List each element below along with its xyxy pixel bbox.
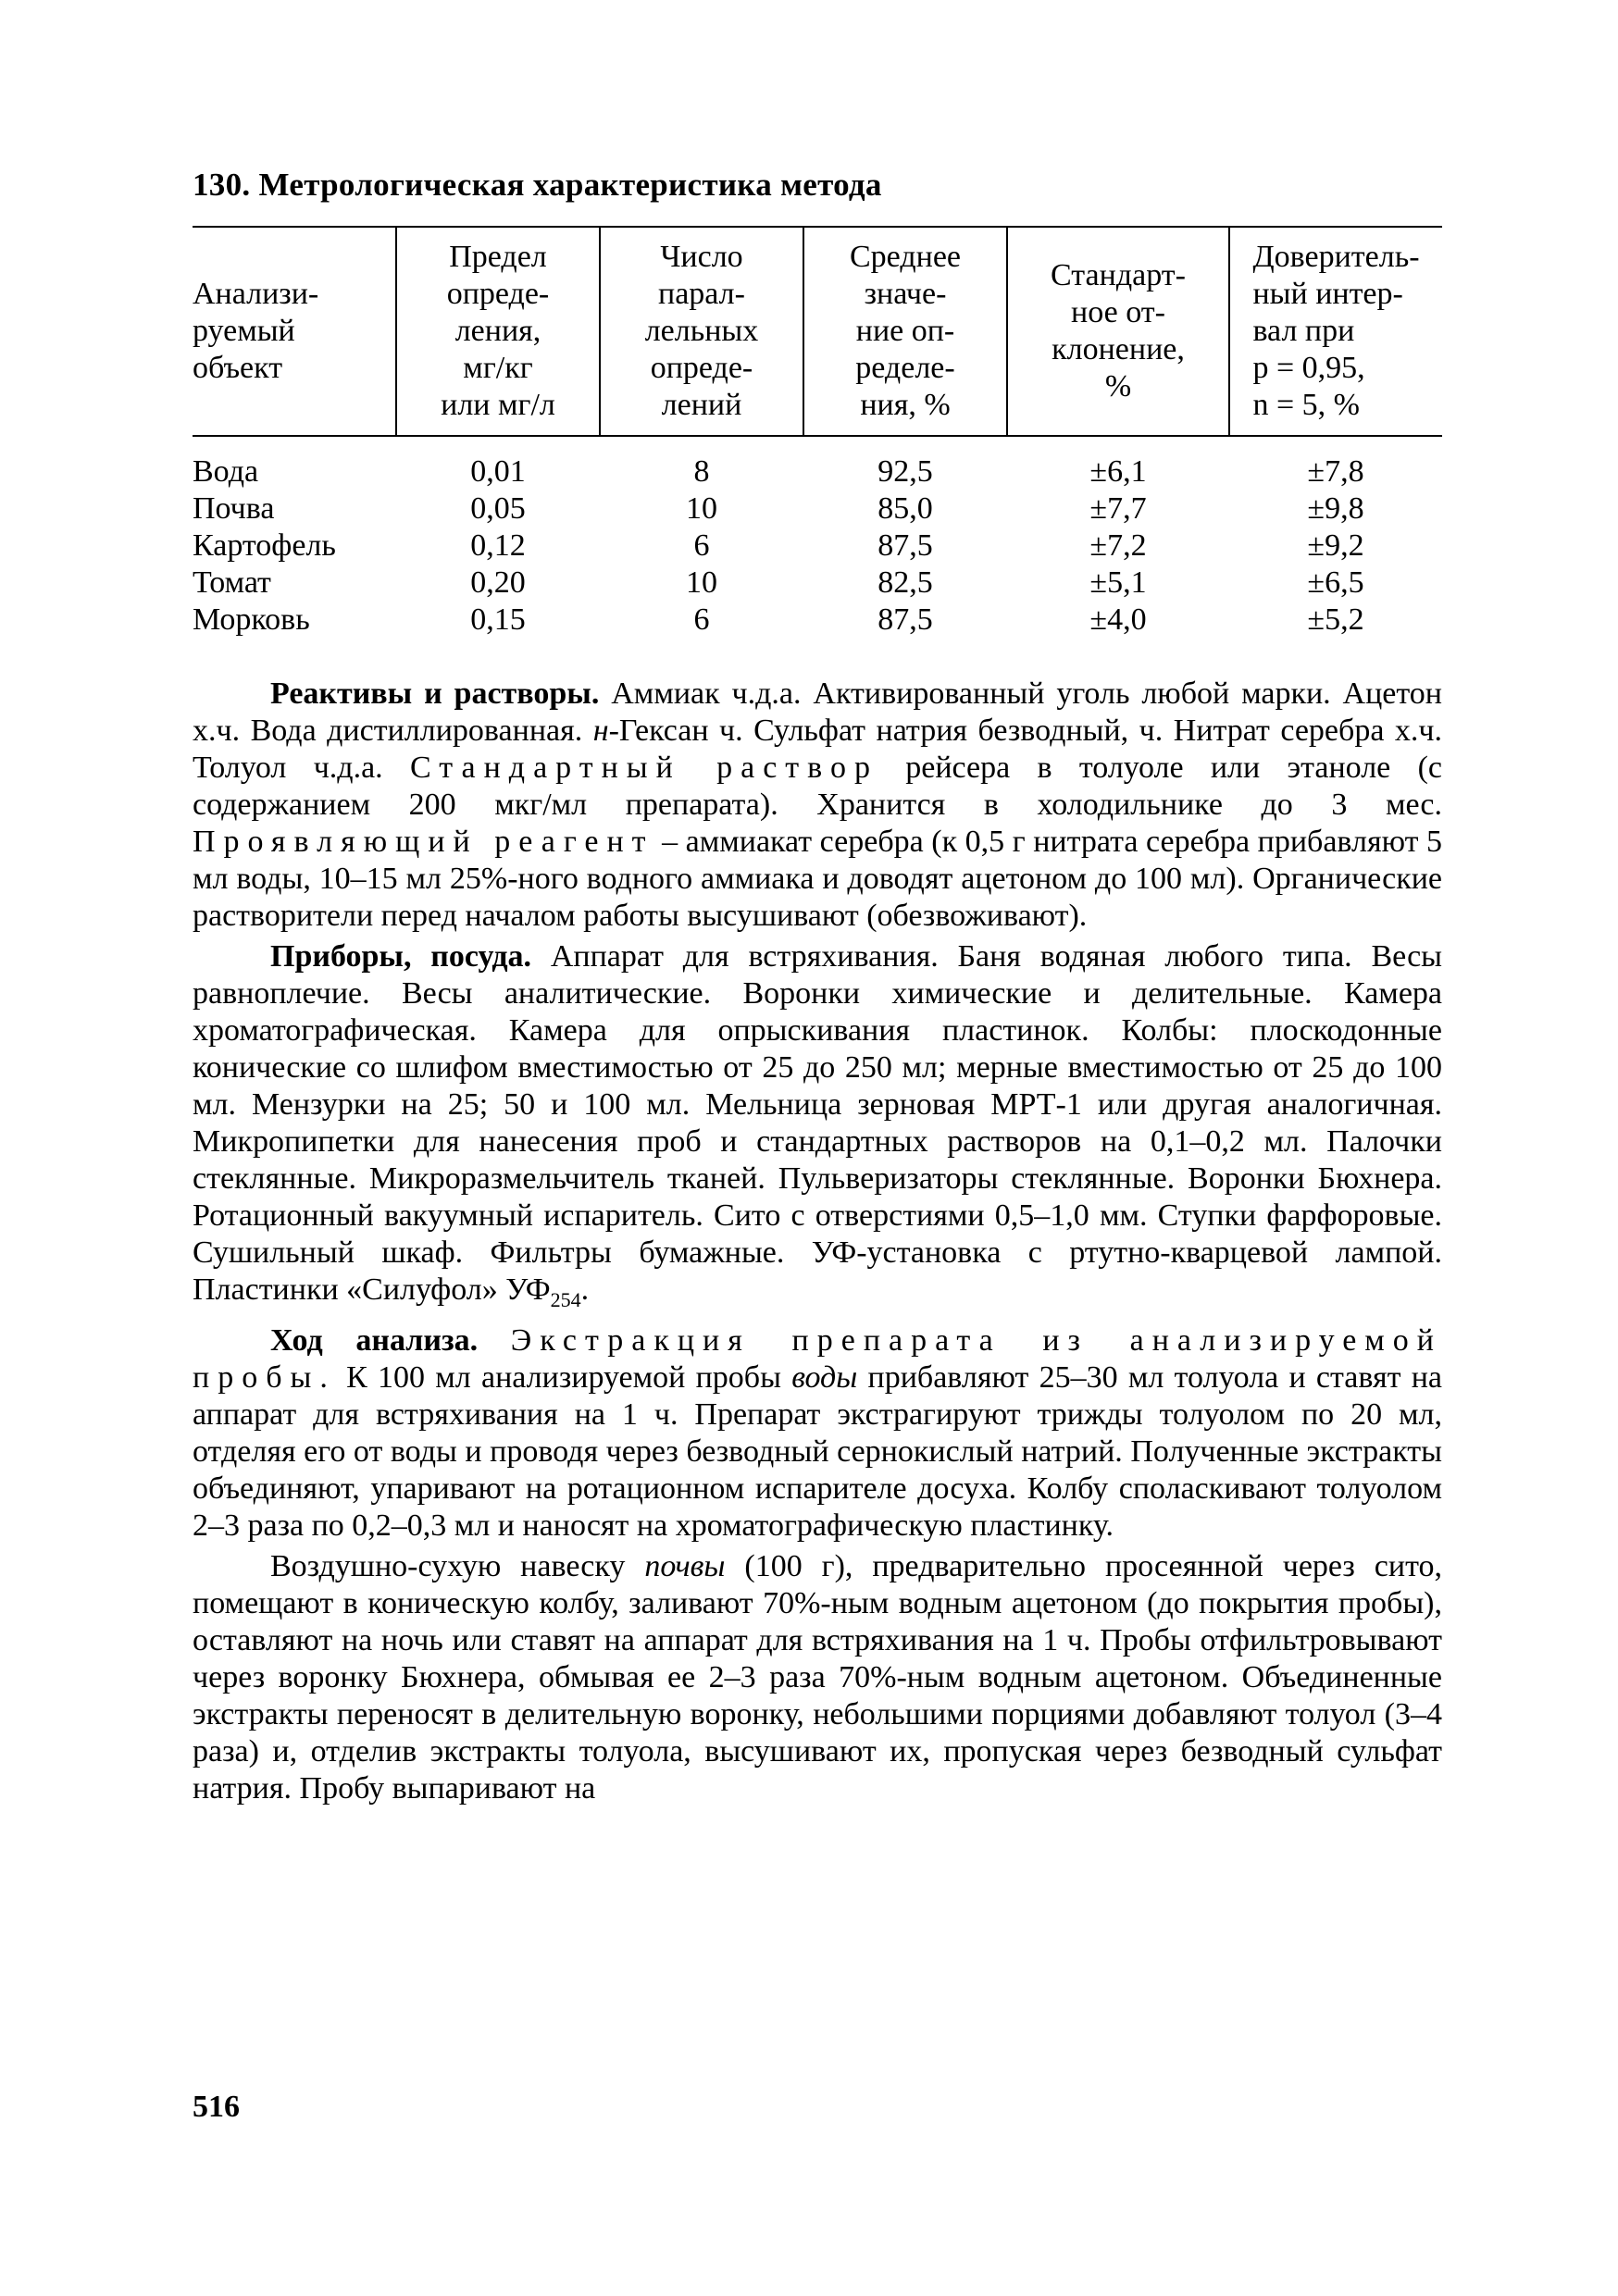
table-cell: ±9,8 xyxy=(1307,491,1364,526)
table-cell: Морковь xyxy=(193,602,310,637)
paragraph-reagents: Реактивы и растворы. Аммиак ч.д.а. Активированный уголь любой марки. Ацетон х.ч. Вода дистиллированная. н-Гексан ч. Сульфат натрия безводный, ч. Нитрат серебра х.ч. Толуол ч.д.а. Стандартный раствор рейсера в толуоле или этаноле (с содержанием 200 мкг/мл препарата). Хранится в холодильнике до 3 мес. Проявляющий реагент – аммиакат серебра (к 0,5 г нитрата серебра прибавляют 5 мл воды, 10–15 мл 25%-ного водного аммиака и доводят ацетоном до 100 мл). Органические растворители перед началом работы высушивают (обезвоживают). xyxy=(193,676,1443,933)
table-cell: 10 xyxy=(686,491,717,526)
header-stdev: Стандарт- ное от- клонение, % xyxy=(1007,227,1229,436)
table-cell: ±7,7 xyxy=(1089,491,1147,526)
table-cell: Томат xyxy=(193,565,271,600)
table-cell: 0,15 xyxy=(470,602,526,637)
table-cell: ±7,8 xyxy=(1307,454,1364,489)
metrology-table xyxy=(193,226,1442,639)
table-title: 130. Метрологическая характеристика метода xyxy=(193,167,882,203)
table-cell: 92,5 xyxy=(877,454,933,489)
table-cell: 0,05 xyxy=(470,491,526,526)
table-cell: ±4,0 xyxy=(1089,602,1147,637)
table-cell: 0,12 xyxy=(470,528,526,563)
table-cell: 82,5 xyxy=(877,565,933,600)
table-cell: Картофель xyxy=(193,528,336,563)
header-limit: Предел опреде- ления, мг/кг или мг/л xyxy=(396,227,600,436)
paragraph-equipment: Приборы, посуда. Аппарат для встряхивания. Баня водяная любого типа. Весы равноплечие. Весы аналитические. Воронки химические и делительные. Камера хроматографическая. Камера для опрыскивания пластинок. Колбы: плоскодонные конические со шлифом вместимостью от 25 до 250 мл; мерные вместимостью от 25 до 100 мл. Мензурки на 25; 50 и 100 мл. Мельница зерновая МРТ-1 или другая аналогичная. Микропипетки для нанесения проб и стандартных растворов на 0,1–0,2 мл. Палочки стеклянные. Микроразмельчитель тканей. Пульверизаторы стеклянные. Воронки Бюхнера. Ротационный вакуумный испаритель. Сито с отверстиями 0,5–1,0 мм. Ступки фарфоровые. Сушильный шкаф. Фильтры бумажные. УФ-установка с ртутно-кварцевой лампой. Пластинки «Силуфол» $УФ_{254}$. xyxy=(193,939,1443,1311)
table-cell: ±7,2 xyxy=(1089,528,1147,563)
table-row xyxy=(193,490,1442,527)
table-row xyxy=(193,565,1442,602)
paragraph-procedure: Ход анализа. Экстракция препарата из анализируемой пробы. К 100 мл анализируемой пробы воды прибавляют 25–30 мл толуола и ставят на аппарат для встряхивания на 1 ч. Препарат экстрагируют трижды толуолом по 20 мл, отделяя его от воды и проводя через безводный сернокислый натрий. Полученные экстракты объединяют, упаривают на ротационном испарителе досуха. Колбу споласкивают толуолом 2–3 раза по 0,2–0,3 мл и наносят на хроматографическую пластинку. xyxy=(193,1322,1443,1543)
table-cell: 6 xyxy=(693,528,710,563)
table-header-row xyxy=(193,227,1442,436)
equipment-heading: Приборы, посуда. xyxy=(270,939,532,974)
table-row xyxy=(193,602,1442,639)
table-cell: Почва xyxy=(193,491,275,526)
table-cell: 8 xyxy=(693,454,710,489)
table-cell: Вода xyxy=(193,454,259,489)
table-cell: ±9,2 xyxy=(1307,528,1364,563)
table-cell: 87,5 xyxy=(877,528,933,563)
header-object: Анализи- руемый объект xyxy=(193,277,319,385)
reagents-heading: Реактивы и растворы. xyxy=(270,676,600,711)
page-content xyxy=(193,167,1442,1807)
table-cell: 0,20 xyxy=(470,565,526,600)
procedure-heading: Ход анализа. xyxy=(270,1322,479,1358)
table-cell: ±5,2 xyxy=(1307,602,1364,637)
table-cell: 6 xyxy=(693,602,710,637)
table-cell: ±6,5 xyxy=(1307,565,1364,600)
body-text xyxy=(193,676,1442,1807)
paragraph-soil: Воздушно-сухую навеску почвы (100 г), предварительно просеянной через сито, помещают в коническую колбу, заливают 70%-ным водным ацетоном (до покрытия пробы), оставляют на ночь или ставят на аппарат для встряхивания на 1 ч. Пробы отфильтровывают через воронку Бюхнера, обмывая ее 2–3 раза 70%-ным водным ацетоном. Объединенные экстракты переносят в делительную воронку, небольшими порциями добавляют толуол (3–4 раза) и, отделив экстракты толуола, высушивают их, пропуская через безводный сульфат натрия. Пробу выпаривают на xyxy=(193,1548,1442,1806)
table-cell: 85,0 xyxy=(877,491,933,526)
table-cell: ±6,1 xyxy=(1089,454,1147,489)
table-row xyxy=(193,436,1442,490)
header-count: Число парал- лельных опреде- лений xyxy=(600,227,803,436)
table-row xyxy=(193,527,1442,565)
table-cell: 87,5 xyxy=(877,602,933,637)
header-confidence: Доверитель- ный интер- вал при p = 0,95, n = 5, % xyxy=(1229,227,1442,436)
header-mean: Среднее значе- ние оп- ределе- ния, % xyxy=(803,227,1007,436)
table-cell: ±5,1 xyxy=(1089,565,1147,600)
page-number: 516 xyxy=(193,2090,240,2124)
table-cell: 0,01 xyxy=(470,454,526,489)
table-cell: 10 xyxy=(686,565,717,600)
